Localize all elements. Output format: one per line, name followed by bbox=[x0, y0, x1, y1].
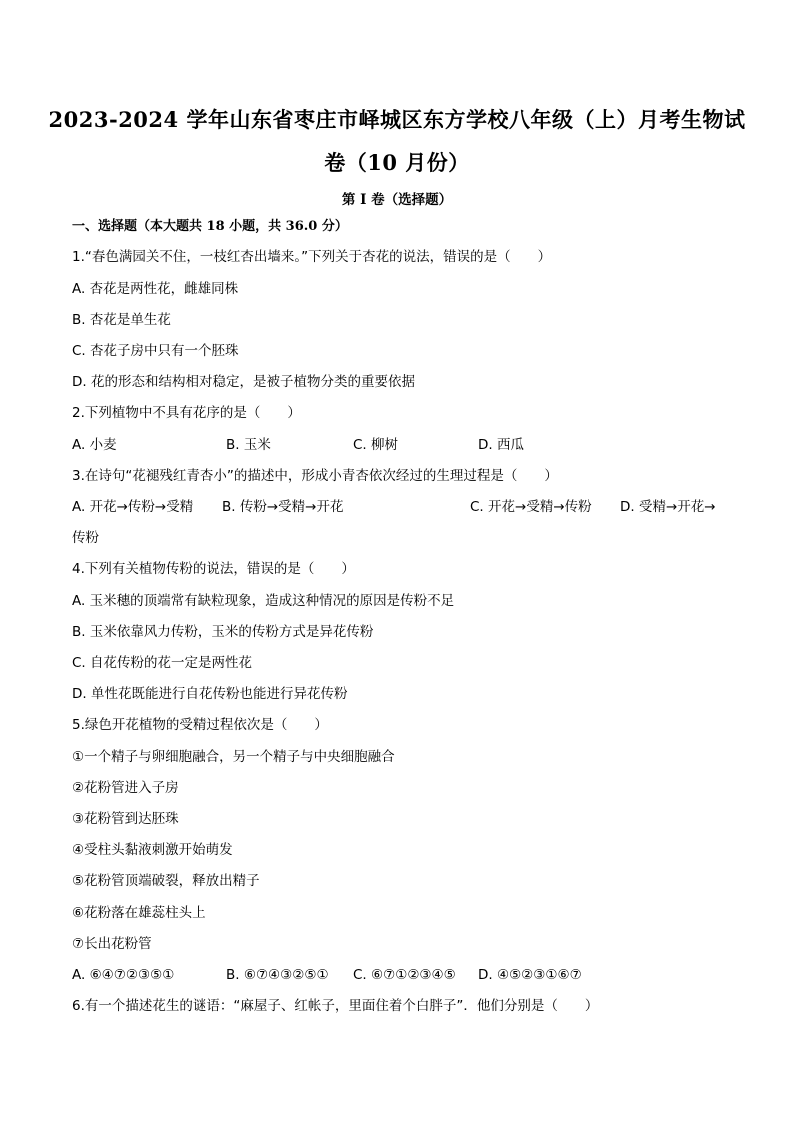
question-5-step-4: ④受柱头黏液刺激开始萌发 bbox=[72, 842, 233, 858]
question-3-stem: 3.在诗句“花褪残红青杏小”的描述中，形成小青杏依次经过的生理过程是（ ） bbox=[72, 468, 558, 484]
question-5-step-1: ①一个精子与卵细胞融合，另一个精子与中央细胞融合 bbox=[72, 749, 395, 765]
question-2-stem: 2.下列植物中不具有花序的是（ ） bbox=[72, 405, 301, 421]
question-1-option-b: B. 杏花是单生花 bbox=[72, 312, 171, 328]
question-4-option-d: D. 单性花既能进行自花传粉也能进行异花传粉 bbox=[72, 686, 348, 702]
question-3-option-b: B. 传粉→受精→开花 bbox=[222, 499, 344, 515]
question-2-option-c: C. 柳树 bbox=[353, 437, 399, 453]
question-3-option-c: C. 开花→受精→传粉 bbox=[470, 499, 592, 515]
question-5-step-6: ⑥花粉落在雄蕊柱头上 bbox=[72, 905, 206, 921]
volume-subtitle: 第 I 卷（选择题） bbox=[341, 192, 453, 208]
question-5-step-7: ⑦长出花粉管 bbox=[72, 936, 152, 952]
question-5-stem: 5.绿色开花植物的受精过程依次是（ ） bbox=[72, 717, 328, 733]
question-2-option-b: B. 玉米 bbox=[226, 437, 271, 453]
question-5-step-5: ⑤花粉管顶端破裂，释放出精子 bbox=[72, 873, 260, 889]
question-4-option-a: A. 玉米穗的顶端常有缺粒现象，造成这种情况的原因是传粉不足 bbox=[72, 593, 455, 609]
question-4-option-c: C. 自花传粉的花一定是两性花 bbox=[72, 655, 253, 671]
question-4-option-b: B. 玉米依靠风力传粉，玉米的传粉方式是异花传粉 bbox=[72, 624, 374, 640]
question-5-option-d: D. ④⑤②③①⑥⑦ bbox=[478, 967, 582, 983]
question-5-option-c: C. ⑥⑦①②③④⑤ bbox=[353, 967, 456, 983]
question-5-option-b: B. ⑥⑦④③②⑤① bbox=[226, 967, 329, 983]
question-3-option-d-continued: 传粉 bbox=[72, 530, 99, 546]
section-heading: 一、选择题（本大题共 18 小题，共 36.0 分） bbox=[72, 219, 348, 234]
question-4-stem: 4.下列有关植物传粉的说法，错误的是（ ） bbox=[72, 561, 355, 577]
question-5-step-2: ②花粉管进入子房 bbox=[72, 780, 179, 796]
question-2-option-a: A. 小麦 bbox=[72, 437, 117, 453]
exam-title-line1: 2023-2024 学年山东省枣庄市峄城区东方学校八年级（上）月考生物试 bbox=[48, 107, 746, 132]
question-1-option-a: A. 杏花是两性花，雌雄同株 bbox=[72, 281, 239, 297]
question-1-option-d: D. 花的形态和结构相对稳定，是被子植物分类的重要依据 bbox=[72, 374, 415, 390]
question-3-option-a: A. 开花→传粉→受精 bbox=[72, 499, 194, 515]
question-1-stem: 1.“春色满园关不住，一枝红杏出墙来。”下列关于杏花的说法，错误的是（ ） bbox=[72, 249, 552, 265]
question-2-option-d: D. 西瓜 bbox=[478, 437, 524, 453]
question-1-option-c: C. 杏花子房中只有一个胚珠 bbox=[72, 343, 239, 359]
question-6-stem: 6.有一个描述花生的谜语：“麻屋子、红帐子，里面住着个白胖子”．他们分别是（ ） bbox=[72, 998, 599, 1014]
question-5-option-a: A. ⑥④⑦②③⑤① bbox=[72, 967, 175, 983]
question-5-step-3: ③花粉管到达胚珠 bbox=[72, 811, 179, 827]
question-3-option-d: D. 受精→开花→ bbox=[620, 499, 716, 515]
exam-title-line2: 卷（10 月份） bbox=[324, 150, 470, 175]
